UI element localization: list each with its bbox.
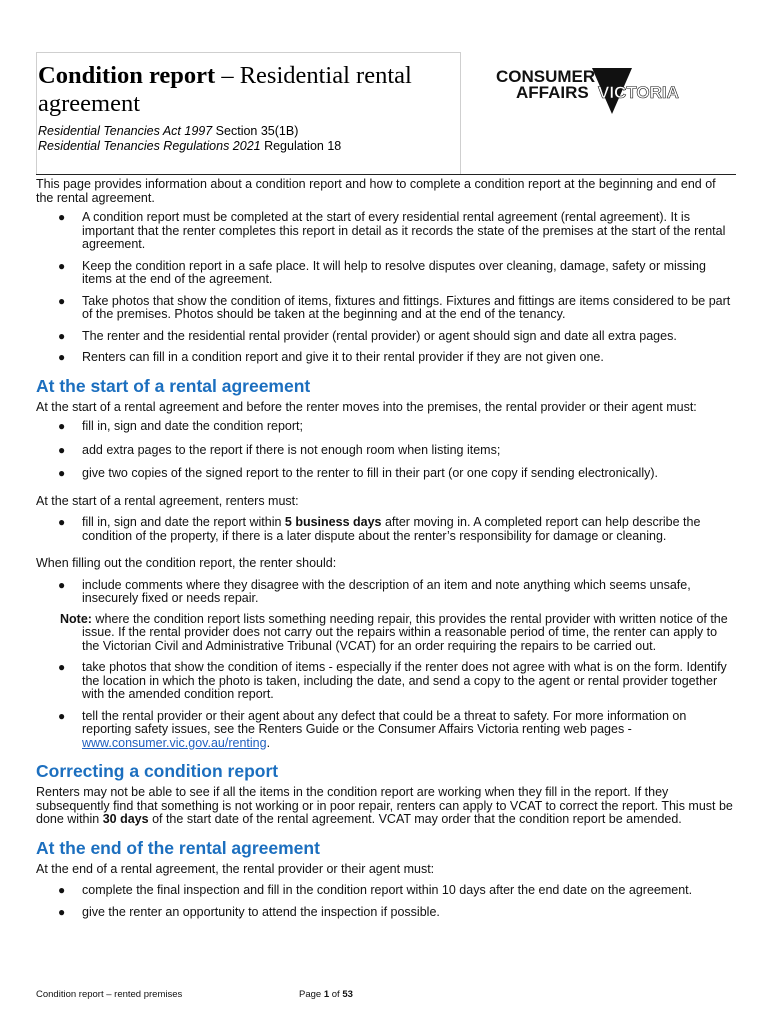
list-item: ● Keep the condition report in a safe place. It will help to resolve disputes over cleaning, damage, safety or missing items at the end of the agreement. — [58, 258, 706, 286]
list-item: ● complete the final inspection and fill in the condition report within 10 days after the end date on the agreement. — [58, 883, 693, 897]
list-item: ● take photos that show the condition of items - especially if the renter does not agree with what is on the form. Identify the location in which the photo is taken, including the date, and send a copy to the agent or rental provider together with the amended condition report. — [58, 660, 727, 701]
bullet-icon: ● — [58, 904, 66, 919]
renter-intro: At the start of a rental agreement, renters must: — [36, 493, 299, 508]
intro-bullet-list — [36, 211, 736, 365]
renter-bullet-list — [36, 516, 736, 543]
bullet-icon: ● — [58, 293, 66, 308]
bullet-icon: ● — [58, 660, 66, 674]
header-frame-left — [36, 52, 37, 175]
regulation-reference: Residential Tenancies Regulations 2021 Regulation 18 — [38, 139, 342, 153]
act-reference: Residential Tenancies Act 1997 Section 35(1B) — [38, 124, 299, 138]
provider-bullet-list — [36, 420, 736, 481]
page-title: Condition report – Residential rental agreement — [38, 62, 412, 117]
section-heading-end: At the end of the rental agreement — [36, 837, 320, 858]
filling-bullet-list-continued — [36, 661, 736, 750]
bullet-icon: ● — [58, 328, 66, 343]
list-item: ● tell the rental provider or their agent about any defect that could be a threat to safety. For more information on reporting safety issues, see the Renters Guide or the Consumer Affairs Victoria renting web pages - www.consumer.vic.gov.au/renting. — [58, 708, 687, 750]
logo-text-consumer: CONSUMER — [496, 67, 596, 86]
list-item: ● The renter and the residential rental provider (rental provider) or agent should sign and date all extra pages. — [58, 328, 677, 343]
end-intro: At the end of a rental agreement, the rental provider or their agent must: — [36, 861, 435, 876]
filling-intro: When filling out the condition report, the renter should: — [36, 556, 337, 570]
bullet-icon: ● — [58, 258, 66, 273]
section-heading-start: At the start of a rental agreement — [36, 375, 311, 396]
list-item: ● Renters can fill in a condition report and give it to their rental provider if they are not given one. — [58, 350, 604, 364]
list-item: ● give two copies of the signed report to the renter to fill in their part (or one copy if sending electronically). — [58, 466, 658, 480]
header-frame-top — [36, 52, 460, 53]
list-item: ● give the renter an opportunity to attend the inspection if possible. — [58, 904, 440, 919]
bullet-icon: ● — [58, 419, 66, 433]
list-item: ● fill in, sign and date the condition report; — [58, 419, 303, 433]
intro-paragraph: This page provides information about a condition report and how to complete a condition report at the beginning and end of the rental agreement. — [36, 177, 716, 205]
correcting-paragraph: Renters may not be able to see if all the items in the condition report are working when they fill in the report. If they subsequently find that something is not working or in poor repair, renters can apply to VCAT to correct the report. This must be done within 30 days of the start date of the rental agreement. VCAT may order that the condition report be amended. — [36, 785, 733, 826]
list-item: ● include comments where they disagree with the description of an item and note anything which seems unsafe, insecurely fixed or needs repair. — [58, 577, 691, 605]
bullet-icon: ● — [58, 466, 66, 480]
list-item: ● add extra pages to the report if there is not enough room when listing items; — [58, 442, 501, 457]
bullet-icon: ● — [58, 708, 66, 723]
list-item: ● Take photos that show the condition of items, fixtures and fittings. Fixtures and fittings are items considered to be part of the premises. Photos should be taken at the beginning and at the end of the tenancy. — [58, 293, 731, 321]
bullet-icon: ● — [58, 350, 66, 364]
legislation-references — [38, 124, 453, 154]
end-bullet-list — [36, 884, 736, 919]
bullet-icon: ● — [58, 515, 66, 529]
logo-text-victoria: VICTORIA — [598, 83, 679, 102]
filling-bullet-list — [36, 579, 736, 606]
logo-text-affairs: AFFAIRS — [516, 83, 589, 102]
consumer-affairs-victoria-logo — [494, 64, 694, 120]
provider-intro: At the start of a rental agreement and before the renter moves into the premises, the rental provider or their agent must: — [36, 399, 697, 414]
bullet-icon: ● — [58, 883, 66, 897]
repair-note: Note: where the condition report lists something needing repair, this provides the rental provider with written notice of the issue. If the rental provider does not carry out the repairs within a reasonable period of time, the renter can apply to the Victorian Civil and Administrative Tribunal (VCAT) for an order requiring the repairs to be carried out. — [60, 611, 728, 653]
bullet-icon: ● — [58, 577, 66, 592]
note-label: Note: — [60, 611, 92, 626]
list-item: ● A condition report must be completed at the start of every residential rental agreement (rental agreement). It is important that the renter completes this report in detail as it records the state of the premises at the start of the rental agreement. — [58, 210, 726, 251]
bullet-icon: ● — [58, 210, 66, 224]
page-content — [36, 178, 736, 919]
renting-web-link[interactable]: www.consumer.vic.gov.au/renting — [82, 735, 267, 750]
list-item: ● fill in, sign and date the report within 5 business days after moving in. A completed report can help describe the condition of the property, if there is a later dispute about the renter’s responsibility for damage or cleaning. — [58, 515, 701, 543]
section-heading-correcting: Correcting a condition report — [36, 761, 279, 781]
title-block — [38, 62, 453, 154]
footer-document-name: Condition report – rented premises — [36, 989, 183, 1000]
header-frame-divider — [460, 52, 461, 175]
bullet-icon: ● — [58, 442, 66, 457]
footer-page-number: Page 1 of 53 — [299, 989, 353, 1000]
header-rule — [36, 174, 736, 175]
